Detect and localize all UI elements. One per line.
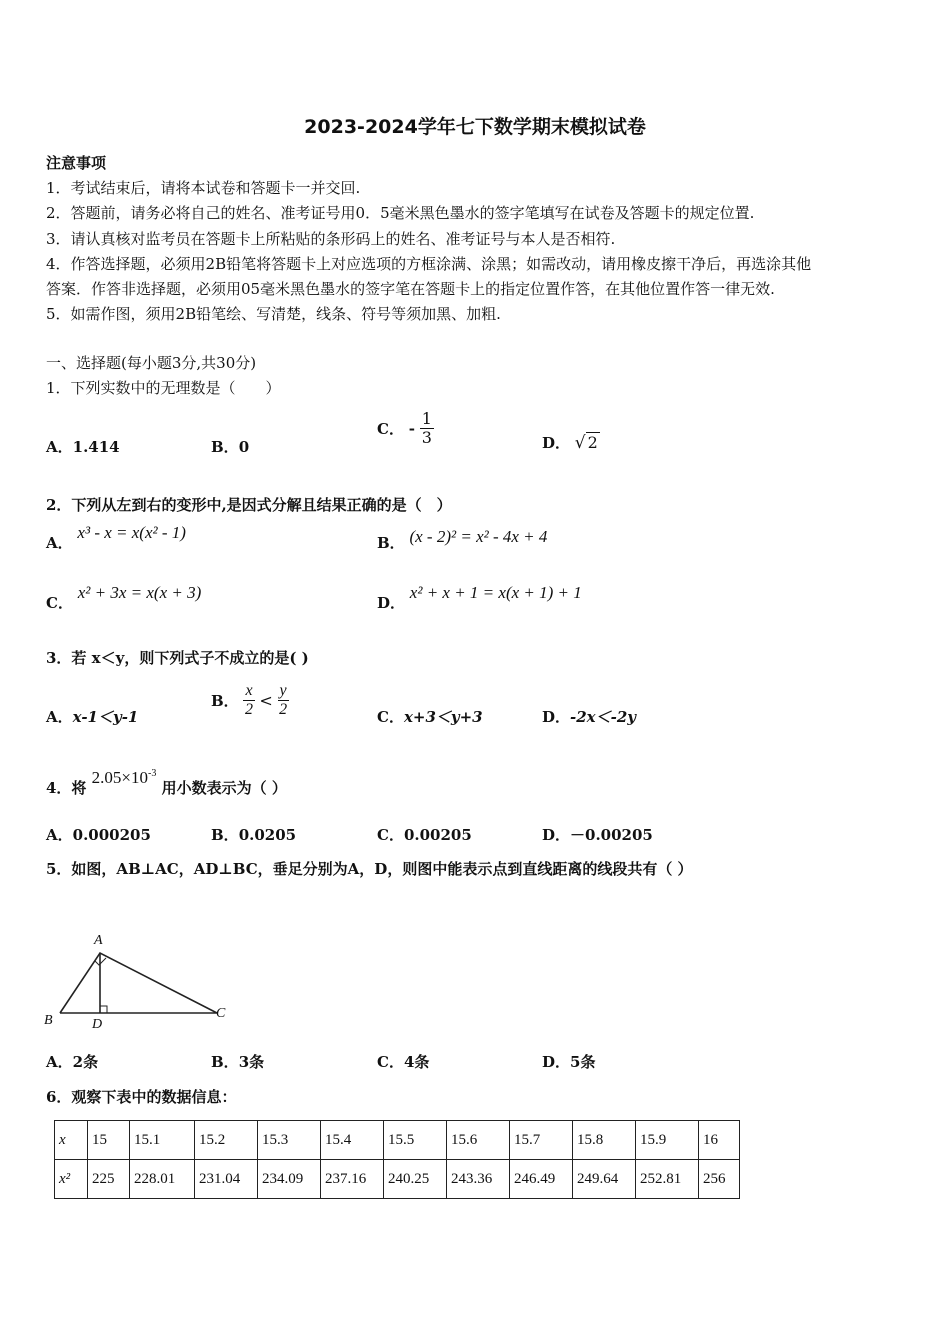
option-label: D． [542, 434, 571, 452]
option-label: C． [377, 708, 404, 726]
label-b: B [44, 1013, 53, 1028]
table-cell: 237.16 [321, 1160, 384, 1199]
stem-suffix: 用小数表示为（ ） [161, 779, 287, 797]
q4-option-c [377, 824, 472, 845]
numerator: x [245, 682, 253, 699]
formula: x³ - x = x(x² - 1) [77, 523, 186, 542]
mantissa: 2.05×10 [91, 768, 149, 787]
option-label: C． [377, 1053, 404, 1071]
notice-item-2: 2．答题前，请务必将自己的姓名、准考证号用0．5毫米黑色墨水的签字笔填写在试卷及答题卡的规定位置. [46, 204, 755, 222]
table-cell: 15.1 [130, 1121, 195, 1160]
option-value: 2条 [72, 1053, 99, 1071]
denominator: 2 [245, 701, 254, 718]
option-label: D． [542, 826, 571, 844]
fraction-right [278, 682, 289, 719]
denominator: 2 [279, 701, 288, 718]
triangle-figure [40, 920, 240, 1035]
q5-option-d [542, 1051, 595, 1072]
numerator: 1 [421, 409, 432, 428]
table-cell: 15.8 [573, 1121, 636, 1160]
table-cell: 15.2 [195, 1121, 258, 1160]
option-value: 0.00205 [403, 826, 472, 844]
fraction [420, 410, 434, 447]
table-cell: 234.09 [258, 1160, 321, 1199]
q2-option-d [377, 583, 582, 613]
formula: x² + 3x = x(x + 3) [77, 583, 202, 602]
notice-item-5: 5．如需作图，须用2B铅笔绘、写清楚，线条、符号等须加黑、加粗. [46, 305, 501, 323]
option-value: -2x＜-2y [570, 708, 636, 726]
table-cell: 15 [88, 1121, 130, 1160]
q4-option-b [211, 824, 296, 845]
row-header: x [55, 1121, 88, 1160]
fraction-left [243, 682, 254, 719]
formula: (x - 2)² = x² - 4x + 4 [409, 527, 548, 546]
option-value: 1.414 [72, 438, 120, 456]
q5-option-a [46, 1051, 98, 1072]
option-label: D． [377, 594, 406, 612]
numerator: y [279, 682, 287, 699]
q1-option-d [542, 432, 600, 453]
option-label: C． [46, 594, 73, 612]
option-value: 0.0205 [238, 826, 297, 844]
triangle-outline [60, 953, 217, 1013]
q1-option-b [211, 436, 249, 457]
table-cell: 240.25 [384, 1160, 447, 1199]
section-heading: 一、选择题(每小题3分,共30分) [46, 354, 257, 372]
option-label: D． [542, 708, 571, 726]
table-cell: 256 [699, 1160, 740, 1199]
table-row-x-squared [55, 1160, 740, 1199]
option-label: A． [46, 1053, 73, 1071]
page-title: 2023-2024学年七下数学期末模拟试卷 [304, 116, 646, 138]
notice-item-3: 3．请认真核对监考员在答题卡上所粘贴的条形码上的姓名、准考证号与本人是否相符. [46, 230, 616, 248]
less-than-sign: < [259, 691, 273, 710]
question-5-stem: 5．如图，AB⊥AC，AD⊥BC，垂足分别为A，D，则图中能表示点到直线距离的线段共有（ ） [46, 860, 693, 878]
option-value: 5条 [570, 1053, 596, 1071]
row-header: x² [55, 1160, 88, 1199]
question-2-stem: 2．下列从左到右的变形中,是因式分解且结果正确的是（ ） [46, 496, 452, 514]
question-4-stem [46, 768, 287, 798]
option-label: B． [377, 534, 405, 552]
q2-option-c [46, 583, 202, 613]
option-value: －0.00205 [570, 826, 653, 844]
option-label: D． [542, 1053, 571, 1071]
table-cell: 246.49 [510, 1160, 573, 1199]
label-a: A [94, 933, 103, 948]
data-table [54, 1120, 740, 1199]
table-cell: 225 [88, 1160, 130, 1199]
table-cell: 15.9 [636, 1121, 699, 1160]
q3-option-b [211, 682, 289, 719]
option-label: A． [46, 534, 73, 552]
option-value: 0 [238, 438, 250, 456]
q1-option-c [377, 410, 434, 447]
q4-option-d [542, 824, 653, 845]
right-angle-d [100, 1006, 107, 1013]
table-cell: 16 [699, 1121, 740, 1160]
question-1-stem: 1．下列实数中的无理数是（ ） [46, 379, 281, 397]
table-cell: 243.36 [447, 1160, 510, 1199]
option-value: x+3＜y+3 [403, 708, 483, 726]
q2-option-b [377, 527, 548, 553]
denominator: 3 [421, 428, 432, 447]
table-cell: 15.5 [384, 1121, 447, 1160]
q2-option-a [46, 523, 186, 553]
option-value: 4条 [403, 1053, 430, 1071]
negative-sign: - [408, 419, 415, 438]
option-label: A． [46, 438, 73, 456]
table-row-x [55, 1121, 740, 1160]
table-cell: 249.64 [573, 1160, 636, 1199]
option-label: B． [211, 692, 239, 710]
q5-option-c [377, 1051, 429, 1072]
exponent: -3 [148, 768, 157, 779]
option-value: 0.000205 [72, 826, 151, 844]
table-cell: 15.3 [258, 1121, 321, 1160]
q4-option-a [46, 824, 151, 845]
q5-option-b [211, 1051, 264, 1072]
notice-item-4-cont: 答案．作答非选择题，必须用05毫米黑色墨水的签字笔在答题卡上的指定位置作答，在其他位置作答一律无效. [46, 280, 775, 298]
label-d: D [92, 1017, 103, 1032]
q3-option-d [542, 706, 636, 727]
option-value: 3条 [238, 1053, 265, 1071]
table-cell: 252.81 [636, 1160, 699, 1199]
table-cell: 15.4 [321, 1121, 384, 1160]
option-value: x-1＜y-1 [72, 708, 139, 726]
q1-option-a [46, 436, 120, 457]
scientific-notation [92, 768, 157, 787]
option-label: C． [377, 420, 404, 438]
q3-option-c [377, 706, 483, 727]
notice-heading: 注意事项 [46, 154, 107, 172]
table-cell: 15.7 [510, 1121, 573, 1160]
option-label: C． [377, 826, 404, 844]
question-6-stem: 6．观察下表中的数据信息： [46, 1088, 237, 1106]
sqrt-sign-icon: √ [574, 433, 586, 453]
option-label: B． [211, 826, 239, 844]
option-label: B． [211, 438, 239, 456]
table-cell: 15.6 [447, 1121, 510, 1160]
option-label: A． [46, 708, 73, 726]
radicand: 2 [587, 433, 598, 452]
notice-item-1: 1．考试结束后，请将本试卷和答题卡一并交回. [46, 179, 361, 197]
stem-prefix: 4．将 [46, 779, 87, 797]
formula: x² + x + 1 = x(x + 1) + 1 [409, 583, 582, 602]
label-c: C [216, 1006, 226, 1021]
notice-item-4: 4．作答选择题，必须用2B铅笔将答题卡上对应选项的方框涂满、涂黑；如需改动，请用橡皮擦干净后，再选涂其他 [46, 255, 812, 273]
table-cell: 228.01 [130, 1160, 195, 1199]
option-label: A． [46, 826, 73, 844]
question-3-stem: 3．若 x＜y，则下列式子不成立的是( ) [46, 649, 309, 667]
option-label: B． [211, 1053, 239, 1071]
table-cell: 231.04 [195, 1160, 258, 1199]
q3-option-a [46, 706, 138, 727]
